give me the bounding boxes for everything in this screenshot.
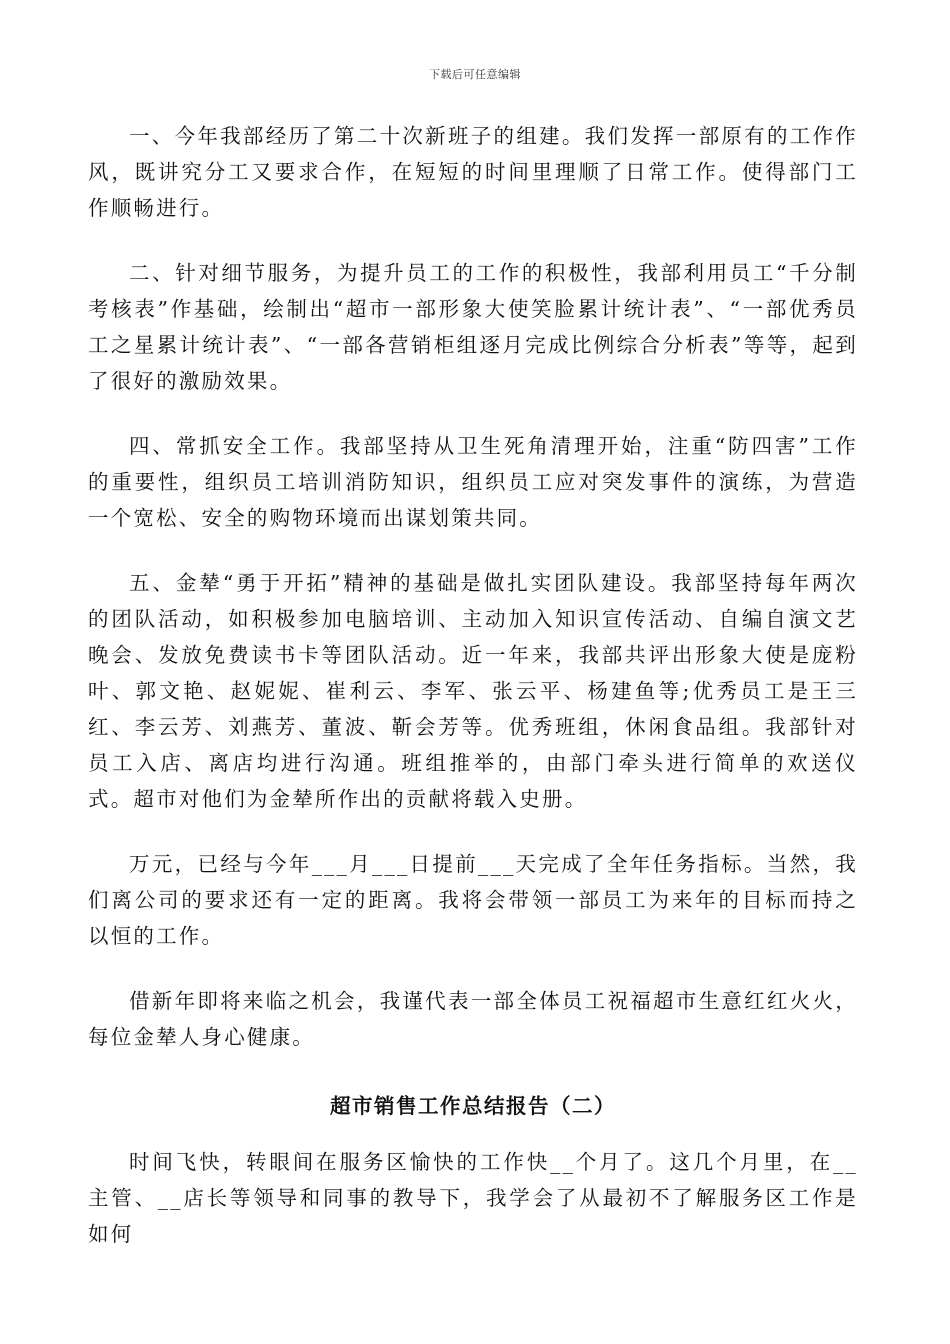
- section-title: 超市销售工作总结报告（二）: [330, 1094, 616, 1118]
- document-body: [88, 118, 858, 1252]
- paragraph-3: 四、常抓安全工作。我部坚持从卫生死角清理开始，注重“防四害”工作的重要性，组织员工培训消防知识，组织员工应对突发事件的演练，为营造一个宽松、安全的购物环境而出谋划策共同。: [88, 434, 858, 530]
- paragraph-6: 借新年即将来临之机会，我谨代表一部全体员工祝福超市生意红红火火，每位金辇人身心健康。: [88, 989, 858, 1049]
- paragraph-4: 五、金辇“勇于开拓”精神的基础是做扎实团队建设。我部坚持每年两次的团队活动，如积极参加电脑培训、主动加入知识宣传活动、自编自演文艺晚会、发放免费读书卡等团队活动。近一年来，我部共评出形象大使是庞粉叶、郭文艳、赵妮妮、崔利云、李军、张云平、杨建鱼等;优秀员工是王三红、李云芳、刘燕芳、董波、靳会芳等。优秀班组，休闲食品组。我部针对员工入店、离店均进行沟通。班组推举的，由部门牵头进行简单的欢送仪式。超市对他们为金辇所作出的贡献将载入史册。: [88, 571, 858, 811]
- paragraph-1: 一、今年我部经历了第二十次新班子的组建。我们发挥一部原有的工作作风，既讲究分工又要求合作，在短短的时间里理顺了日常工作。使得部门工作顺畅进行。: [88, 124, 858, 220]
- paragraph-5: 万元，已经与今年___月___日提前___天完成了全年任务指标。当然，我们离公司的要求还有一定的距离。我将会带领一部员工为来年的目标而持之以恒的工作。: [88, 852, 858, 948]
- paragraph-2: 二、针对细节服务，为提升员工的工作的积极性，我部利用员工“千分制考核表”作基础，绘制出“超市一部形象大使笑脸累计统计表”、“一部优秀员工之星累计统计表”、“一部各营销柜组逐月完成比例综合分析表”等等，起到了很好的激励效果。: [88, 261, 858, 393]
- section-paragraph: 时间飞快，转眼间在服务区愉快的工作快__个月了。这几个月里，在__主管、__店长等领导和同事的教导下，我学会了从最初不了解服务区工作是如何: [88, 1150, 858, 1246]
- header-note: 下载后可任意编辑: [429, 68, 521, 81]
